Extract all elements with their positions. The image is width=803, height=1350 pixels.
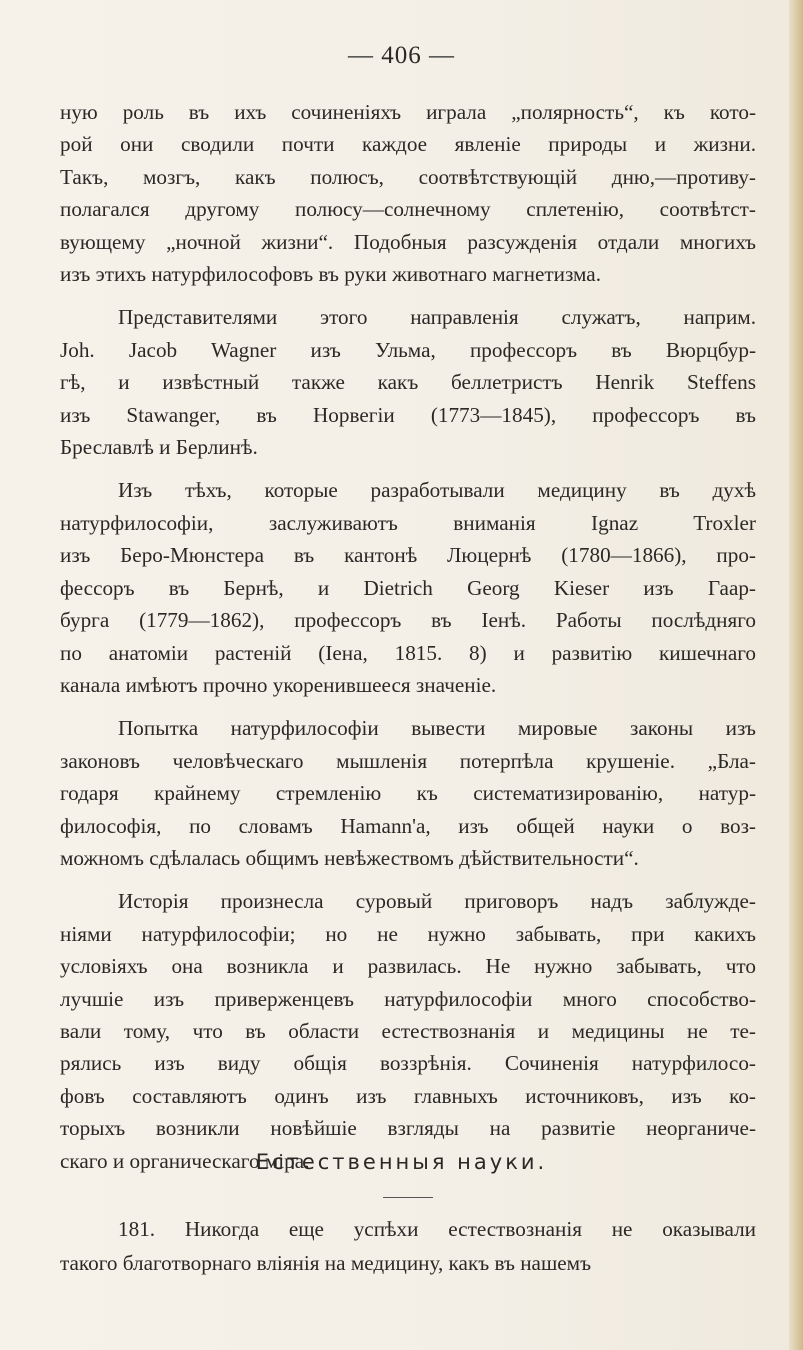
text-line: такого благотворнаго вліянія на медицину, какъ въ нашемъ — [60, 1251, 592, 1275]
text-line: Такъ, мозгъ, какъ полюсъ, соотвѣтствующій дню,—противу- — [60, 164, 756, 189]
paragraph — [60, 885, 756, 1177]
text-line: гѣ, и извѣстный также какъ беллетристъ Henrik Steffens — [60, 370, 756, 395]
section-divider — [383, 1197, 433, 1198]
paragraph-gap — [60, 463, 756, 474]
text-line: по анатоміи растеній (Іена, 1815. 8) и развитію кишечнаго — [60, 640, 756, 665]
paragraph — [60, 96, 756, 290]
text-line: торыхъ возникли новѣйшіе взгляды на развитіе неорганиче- — [60, 1116, 756, 1141]
text-line: рой они сводили почти каждое явленіе природы и жизни. — [60, 132, 756, 157]
text-line: изъ Беро-Мюнстера въ кантонѣ Люцернѣ (1780—1866), про- — [60, 543, 756, 568]
text-line: законовъ человѣческаго мышленія потерпѣла крушеніе. „Бла- — [60, 748, 756, 773]
text-line: рялись изъ виду общія воззрѣнія. Сочиненія натурфилосо- — [60, 1051, 756, 1076]
text-line: философія, по словамъ Hamann'a, изъ общей науки о воз- — [60, 813, 756, 838]
text-line: бурга (1779—1862), профессоръ въ Іенѣ. Работы послѣдняго — [60, 608, 756, 633]
text-line: лучшіе изъ приверженцевъ натурфилософіи много способство- — [60, 986, 756, 1011]
body-text — [60, 96, 756, 1177]
paragraph — [60, 474, 756, 701]
text-line: ніями натурфилософіи; но не нужно забывать, при какихъ — [60, 921, 756, 946]
section-text — [60, 1212, 756, 1280]
paragraph-gap — [60, 701, 756, 712]
text-line: полагался другому полюсу—солнечному сплетенію, соотвѣтст- — [60, 197, 756, 222]
text-line: Представителями этого направленія служатъ, наприм. — [118, 305, 756, 330]
text-line: изъ этихъ натурфилософовъ въ руки животнаго магнетизма. — [60, 262, 602, 287]
text-line: изъ Stawanger, въ Норвегіи (1773—1845), профессоръ въ — [60, 402, 756, 427]
text-line: можномъ сдѣлалась общимъ невѣжествомъ дѣйствительности“. — [60, 845, 639, 870]
text-line: 181. Никогда еще успѣхи естествознанія не оказывали — [118, 1217, 756, 1241]
text-line: натурфилософіи, заслуживаютъ вниманія Ignaz Troxler — [60, 510, 756, 535]
page-number: — 406 — — [348, 42, 455, 69]
text-line: Joh. Jacob Wagner изъ Ульма, профессоръ въ Вюрцбур- — [60, 337, 756, 362]
text-line: Изъ тѣхъ, которые разработывали медицину въ духѣ — [118, 478, 756, 503]
text-line: Исторія произнесла суровый приговоръ надъ заблужде- — [118, 889, 756, 914]
text-line: условіяхъ она возникла и развилась. Не нужно забывать, что — [60, 954, 756, 979]
paragraph — [60, 301, 756, 463]
text-line: годаря крайнему стремленію къ систематизированію, натур- — [60, 781, 756, 806]
text-line: скаго и органическаго міра. — [60, 1148, 310, 1173]
text-line: вующему „ночной жизни“. Подобныя разсужденія отдали многихъ — [60, 229, 756, 254]
text-line: фессоръ въ Бернѣ, и Dietrich Georg Kieser изъ Гаар- — [60, 575, 756, 600]
section-heading: Естественныя науки. — [255, 1150, 548, 1174]
paragraph-gap — [60, 874, 756, 885]
text-line: Бреславлѣ и Берлинѣ. — [60, 435, 258, 460]
text-line: вали тому, что въ области естествознанія и медицины не те- — [60, 1018, 756, 1043]
paragraph-gap — [60, 290, 756, 301]
page-edge — [789, 0, 803, 1350]
text-line: ную роль въ ихъ сочиненіяхъ играла „полярность“, къ кото- — [60, 100, 756, 124]
text-line: фовъ составляютъ одинъ изъ главныхъ источниковъ, изъ ко- — [60, 1083, 756, 1108]
text-line: канала имѣютъ прочно укоренившееся значеніе. — [60, 672, 497, 697]
text-line: Попытка натурфилософіи вывести мировые законы изъ — [118, 716, 756, 741]
paragraph — [60, 712, 756, 874]
